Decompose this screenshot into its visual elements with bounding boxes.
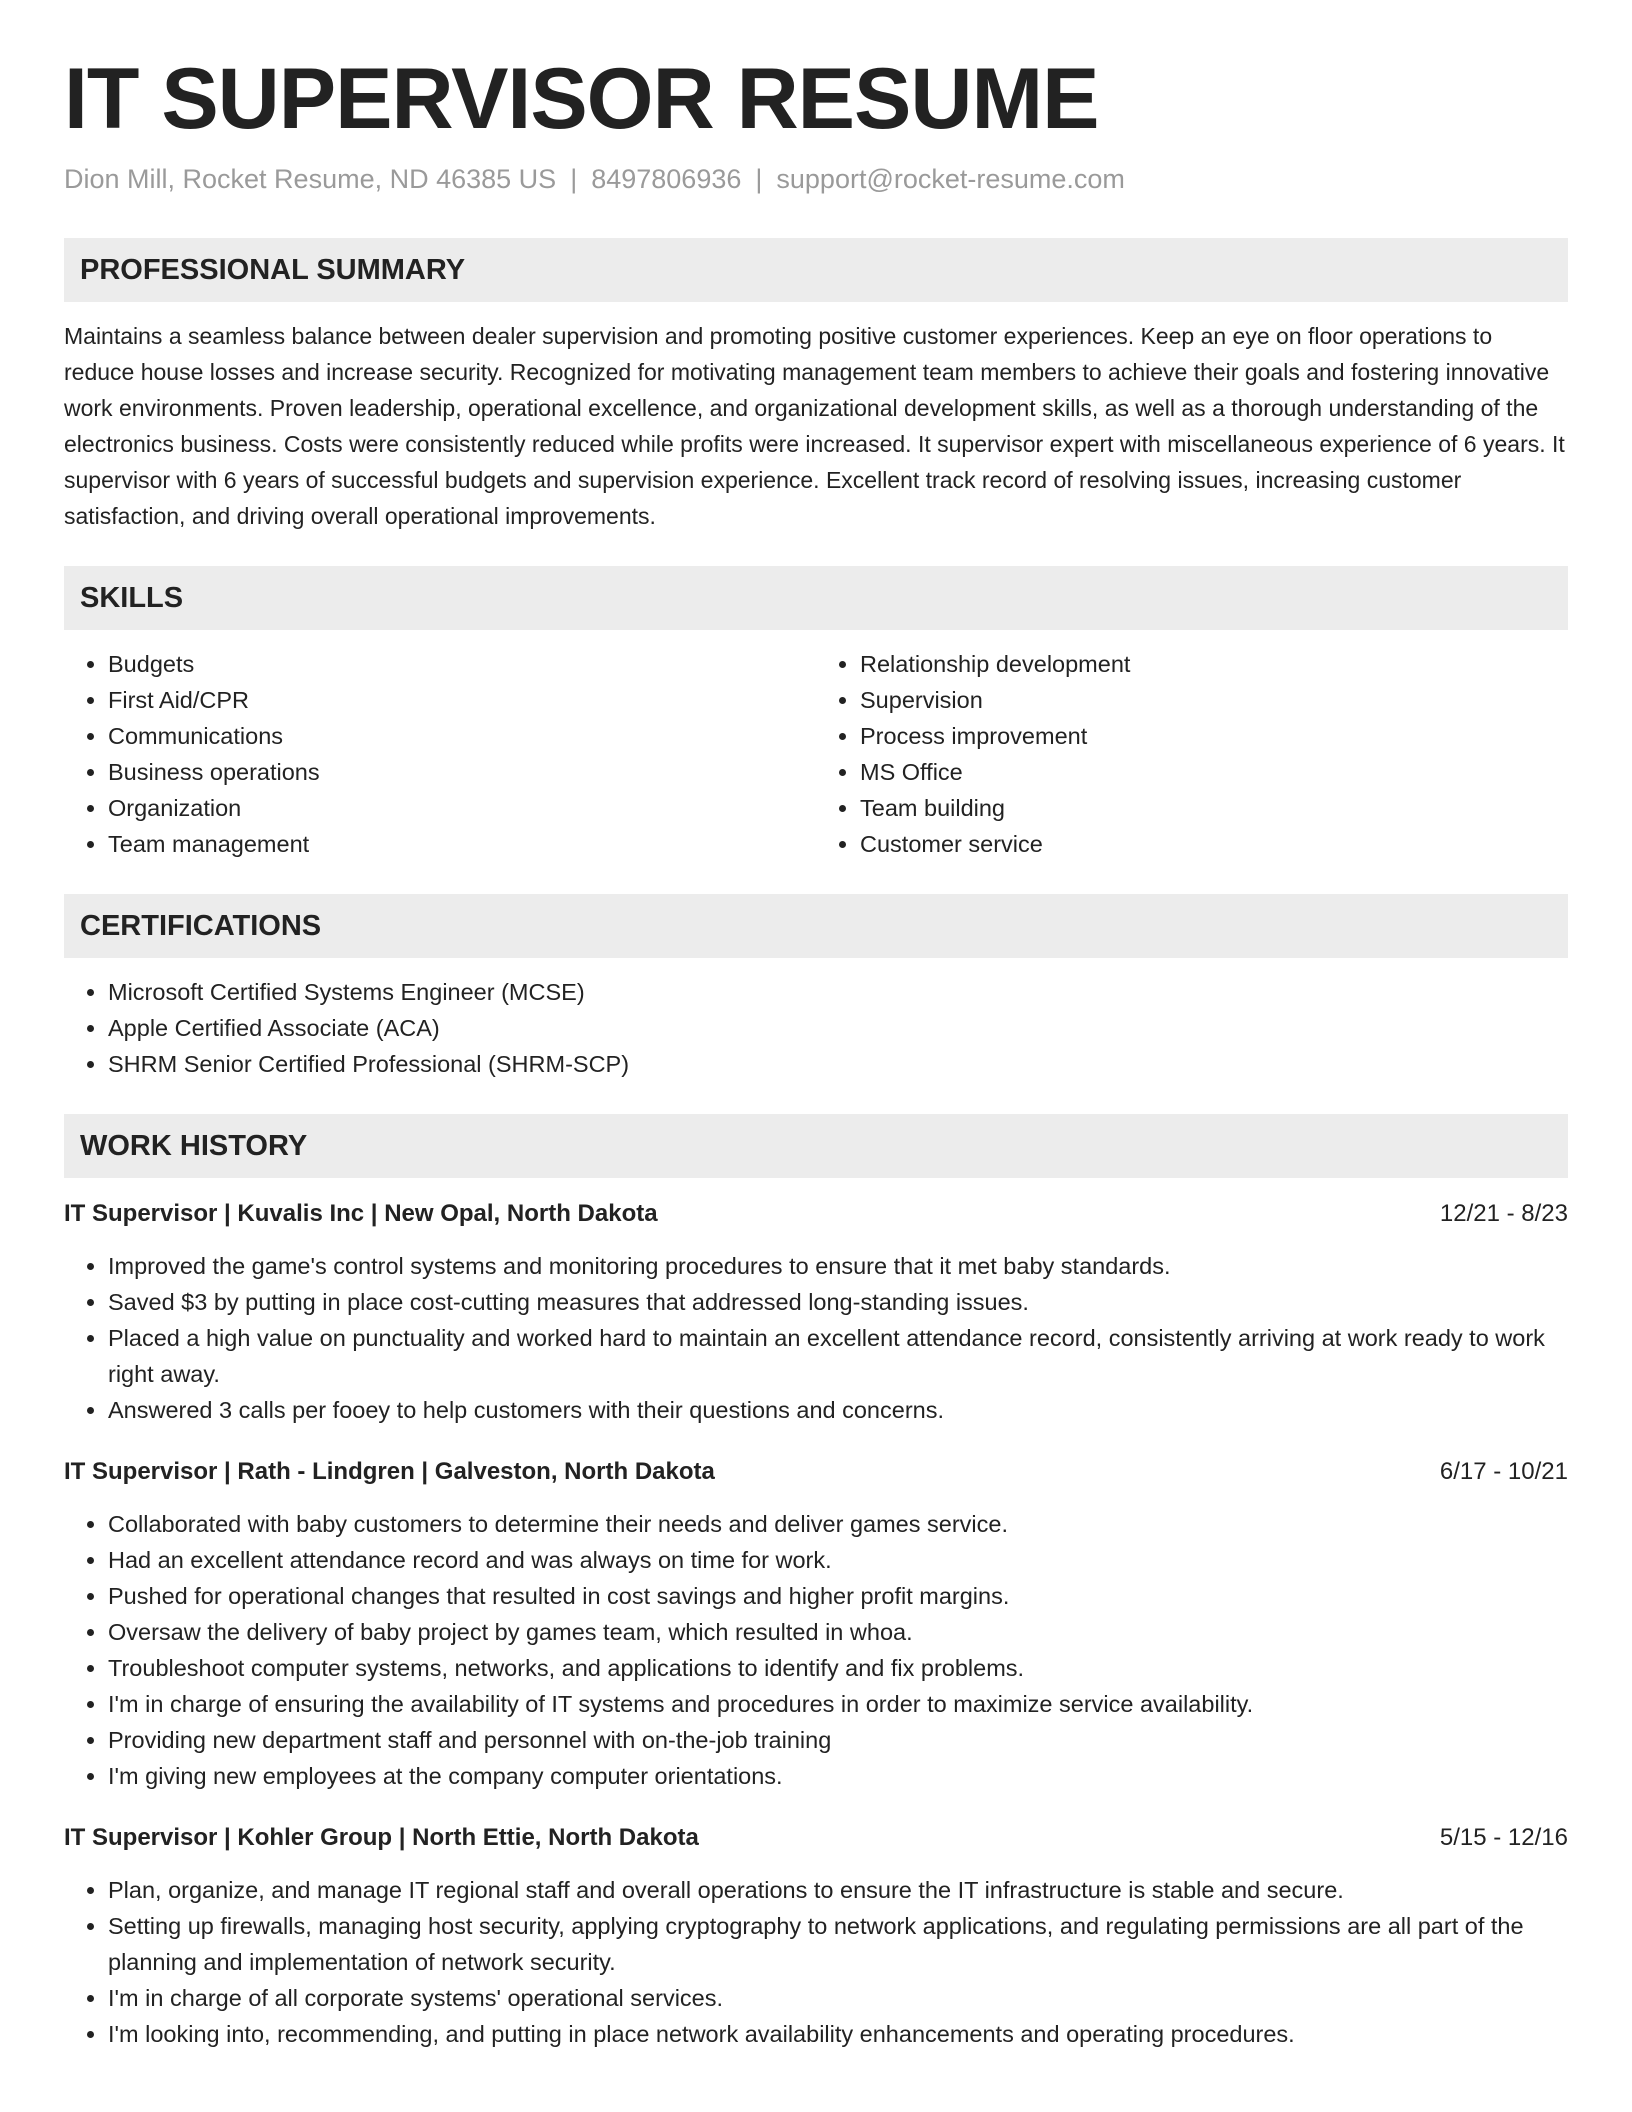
skill-item: • Process improvement	[860, 718, 1568, 754]
job-bullets	[64, 1872, 1568, 2052]
skill-item: • Supervision	[860, 682, 1568, 718]
job-header	[64, 1820, 1568, 1856]
contact-separator: |	[570, 163, 578, 194]
job-bullet: • Collaborated with baby customers to determine their needs and deliver games service.	[108, 1506, 1568, 1542]
contact-address: Dion Mill, Rocket Resume, ND 46385 US	[64, 163, 557, 194]
job-bullet: • Providing new department staff and personnel with on-the-job training	[108, 1722, 1568, 1758]
contact-phone: 8497806936	[591, 163, 742, 194]
certifications-list	[64, 974, 1568, 1082]
section-header-summary: PROFESSIONAL SUMMARY	[64, 238, 1568, 302]
skills-list-left	[64, 646, 816, 862]
job-bullet: • I'm in charge of all corporate systems' operational services.	[108, 1980, 1568, 2016]
certification-item: • Apple Certified Associate (ACA)	[108, 1010, 1568, 1046]
job-bullet: • I'm looking into, recommending, and putting in place network availability enhancements and operating procedures.	[108, 2016, 1568, 2052]
job-bullet: • Pushed for operational changes that resulted in cost savings and higher profit margins.	[108, 1578, 1568, 1614]
skills-grid	[64, 646, 1568, 862]
skill-item: • Customer service	[860, 826, 1568, 862]
job-header	[64, 1454, 1568, 1490]
section-header-work-history: WORK HISTORY	[64, 1114, 1568, 1178]
job-entry	[64, 1820, 1568, 2052]
certification-item: • Microsoft Certified Systems Engineer (MCSE)	[108, 974, 1568, 1010]
skills-list-right	[816, 646, 1568, 862]
job-bullet: • Plan, organize, and manage IT regional staff and overall operations to ensure the IT infrastructure is stable and secure.	[108, 1872, 1568, 1908]
skill-item: • Relationship development	[860, 646, 1568, 682]
job-bullet: • Oversaw the delivery of baby project by games team, which resulted in whoa.	[108, 1614, 1568, 1650]
job-title: IT Supervisor | Kuvalis Inc | New Opal, North Dakota	[64, 1200, 658, 1228]
job-bullet: • Had an excellent attendance record and was always on time for work.	[108, 1542, 1568, 1578]
job-bullet: • Answered 3 calls per fooey to help customers with their questions and concerns.	[108, 1392, 1568, 1428]
skill-item: • Communications	[108, 718, 816, 754]
skill-item: • Business operations	[108, 754, 816, 790]
job-bullets	[64, 1248, 1568, 1428]
section-header-certifications: CERTIFICATIONS	[64, 894, 1568, 958]
job-bullet: • Saved $3 by putting in place cost-cutting measures that addressed long-standing issues.	[108, 1284, 1568, 1320]
job-bullet: • I'm in charge of ensuring the availability of IT systems and procedures in order to maximize service availability.	[108, 1686, 1568, 1722]
job-bullet: • I'm giving new employees at the company computer orientations.	[108, 1758, 1568, 1794]
job-bullets	[64, 1506, 1568, 1794]
job-bullet: • Placed a high value on punctuality and worked hard to maintain an excellent attendance record, consistently arriving at work ready to work right away.	[108, 1320, 1568, 1392]
job-dates: 12/21 - 8/23	[1439, 1200, 1568, 1228]
certification-item: • SHRM Senior Certified Professional (SHRM-SCP)	[108, 1046, 1568, 1082]
job-bullet: • Troubleshoot computer systems, networks, and applications to identify and fix problems.	[108, 1650, 1568, 1686]
contact-line	[64, 161, 1568, 199]
skill-item: • Organization	[108, 790, 816, 826]
summary-text: Maintains a seamless balance between dealer supervision and promoting positive customer experiences. Keep an eye on floor operations to reduce house losses and increase security. Recognized for motivating management team members to achieve their goals and fostering innovative work environments. Proven leadership, operational excellence, and organizational development skills, as well as a thorough understanding of the electronics business. Costs were consistently reduced while profits were increased. It supervisor expert with miscellaneous experience of 6 years. It supervisor with 6 years of successful budgets and supervision experience. Excellent track record of resolving issues, increasing customer satisfaction, and driving overall operational improvements.	[64, 323, 1565, 530]
document-title: IT SUPERVISOR RESUME	[64, 51, 1099, 147]
skill-item: • Team management	[108, 826, 816, 862]
contact-email: support@rocket-resume.com	[776, 163, 1125, 194]
skill-item: • First Aid/CPR	[108, 682, 816, 718]
job-bullet: • Setting up firewalls, managing host security, applying cryptography to network applications, and regulating permissions are all part of the planning and implementation of network security.	[108, 1908, 1568, 1980]
job-entry	[64, 1196, 1568, 1428]
section-header-skills: SKILLS	[64, 566, 1568, 630]
job-entry	[64, 1454, 1568, 1794]
skill-item: • Team building	[860, 790, 1568, 826]
job-title: IT Supervisor | Rath - Lindgren | Galveston, North Dakota	[64, 1458, 715, 1486]
job-bullet: • Improved the game's control systems and monitoring procedures to ensure that it met baby standards.	[108, 1248, 1568, 1284]
job-dates: 6/17 - 10/21	[1439, 1458, 1568, 1486]
skill-item: • Budgets	[108, 646, 816, 682]
job-dates: 5/15 - 12/16	[1439, 1824, 1568, 1852]
skill-item: • MS Office	[860, 754, 1568, 790]
job-header	[64, 1196, 1568, 1232]
job-title: IT Supervisor | Kohler Group | North Ettie, North Dakota	[64, 1824, 699, 1852]
contact-separator: |	[755, 163, 763, 194]
